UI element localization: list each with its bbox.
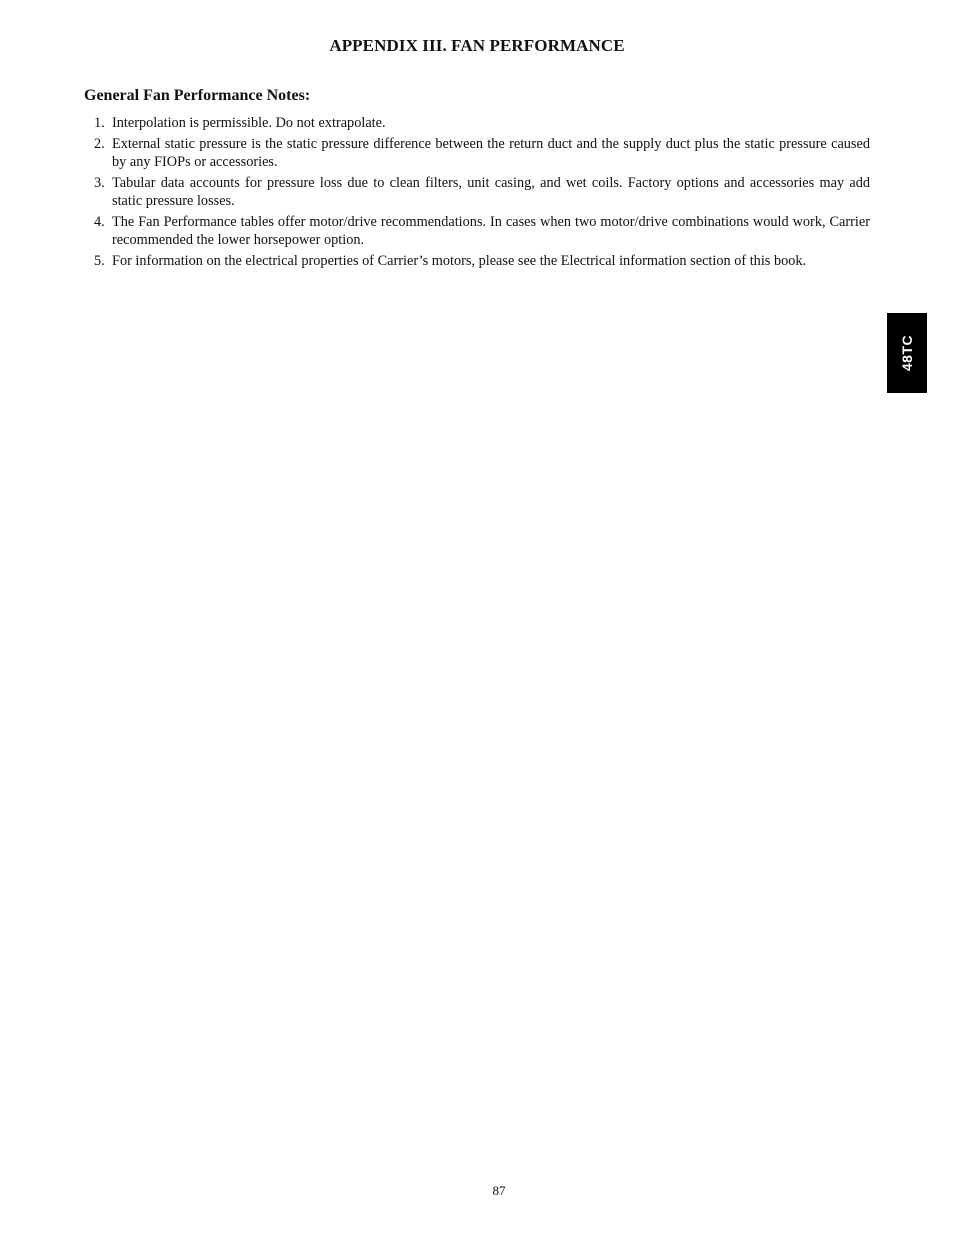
note-number: 4.	[94, 214, 105, 230]
note-item	[84, 114, 870, 132]
note-number: 1.	[94, 115, 105, 131]
side-tab-label: 48TC	[898, 334, 915, 372]
page-number: 87	[492, 1183, 506, 1198]
note-number: 2.	[94, 136, 105, 152]
note-item	[84, 135, 870, 171]
note-text: For information on the electrical properties of Carrier’s motors, please see the Electrical information section of this book.	[112, 253, 807, 269]
note-number: 5.	[94, 253, 105, 269]
side-tab	[887, 313, 927, 393]
note-text: The Fan Performance tables offer motor/drive recommendations. In cases when two motor/drive combinations would work, Carrier recommended the lower horsepower option.	[112, 214, 870, 248]
note-text: Interpolation is permissible. Do not extrapolate.	[112, 115, 386, 131]
notes-list	[84, 114, 870, 273]
note-text: External static pressure is the static pressure difference between the return duct and the supply duct plus the static pressure caused by any FIOPs or accessories.	[112, 136, 870, 170]
page-title: APPENDIX III. FAN PERFORMANCE	[329, 36, 625, 55]
note-item	[84, 213, 870, 249]
note-number: 3.	[94, 175, 105, 191]
note-item	[84, 174, 870, 210]
note-text: Tabular data accounts for pressure loss due to clean filters, unit casing, and wet coils. Factory options and accessories may add static pressure losses.	[112, 175, 870, 209]
section-heading: General Fan Performance Notes:	[84, 87, 311, 104]
note-item	[84, 252, 870, 270]
